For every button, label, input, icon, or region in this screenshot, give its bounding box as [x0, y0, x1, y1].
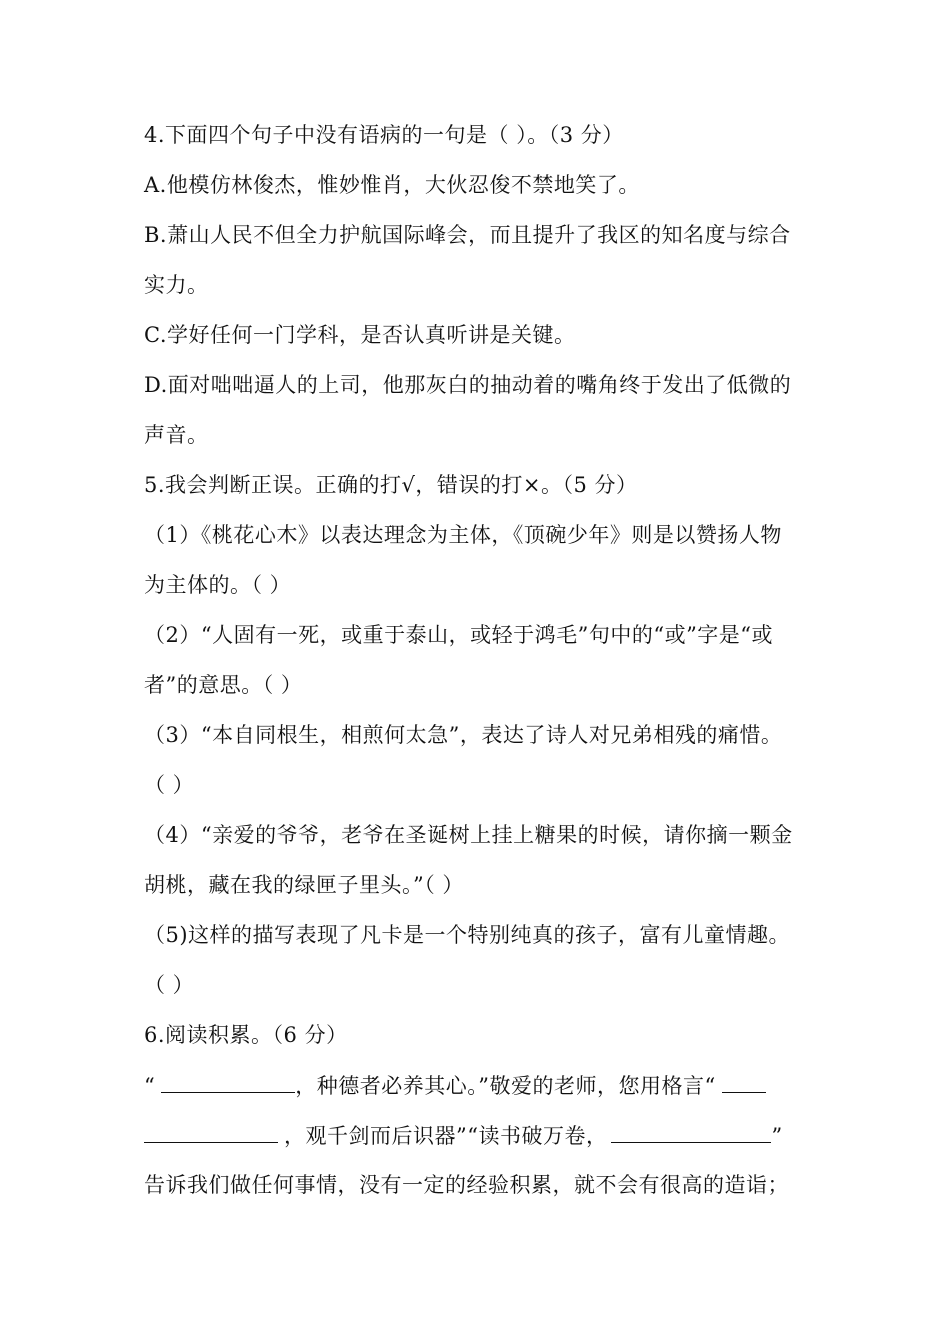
q5-stem: 5.我会判断正误。正确的打√，错误的打×。（5 分） — [144, 473, 638, 497]
q6-close-quote: ” — [771, 1124, 783, 1148]
q6-open-quote: “ — [144, 1074, 156, 1098]
q5-item4-line2: 胡桃，藏在我的绿匣子里头。”（ ） — [144, 873, 464, 897]
q5-item5-line2: （ ） — [144, 973, 195, 997]
q6-blank-3[interactable] — [611, 1120, 771, 1143]
q6-blank-1[interactable] — [161, 1070, 295, 1093]
q6-line1 — [144, 1070, 824, 1101]
q4-stem: 4.下面四个句子中没有语病的一句是（ ）。（3 分） — [144, 123, 624, 147]
q5-item1-line2: 为主体的。（ ） — [144, 573, 292, 597]
q4-option-c: C.学好任何一门学科，是否认真听讲是关键。 — [144, 323, 576, 347]
q4-option-a: A.他模仿林俊杰，惟妙惟肖，大伙忍俊不禁地笑了。 — [144, 173, 640, 197]
q5-item1-line1: （1）《桃花心木》以表达理念为主体，《顶碗少年》则是以赞扬人物 — [144, 523, 782, 547]
q4-option-b-line2: 实力。 — [144, 273, 209, 297]
q5-item2-line2: 者”的意思。（ ） — [144, 673, 303, 697]
q6-line1-text: ，种德者必养其心。”敬爱的老师，您用格言“ — [295, 1074, 716, 1098]
q5-item3-line1: （3）“本自同根生，相煎何太急”，表达了诗人对兄弟相残的痛惜。 — [144, 723, 783, 747]
q4-option-b-line1: B.萧山人民不但全力护航国际峰会，而且提升了我区的知名度与综合 — [144, 223, 791, 247]
q5-item2-line1: （2）“人固有一死，或重于泰山，或轻于鸿毛”句中的“或”字是“或 — [144, 623, 774, 647]
q6-blank-2a[interactable] — [722, 1070, 766, 1093]
q6-stem: 6.阅读积累。（6 分） — [144, 1023, 348, 1047]
q5-item4-line1: （4）“亲爱的爷爷，老爷在圣诞树上挂上糖果的时候，请你摘一颗金 — [144, 823, 793, 847]
q4-option-d-line1: D.面对咄咄逼人的上司，他那灰白的抽动着的嘴角终于发出了低微的 — [144, 373, 792, 397]
q6-line3: 告诉我们做任何事情，没有一定的经验积累，就不会有很高的造诣； — [144, 1173, 789, 1197]
q6-blank-2b[interactable] — [144, 1120, 278, 1143]
q5-item5-line1: （5)这样的描写表现了凡卡是一个特别纯真的孩子，富有儿童情趣。 — [144, 923, 791, 947]
q6-line2-text: ，观千剑而后识器”“读书破万卷， — [284, 1124, 608, 1148]
q4-option-d-line2: 声音。 — [144, 423, 209, 447]
q6-line2 — [144, 1120, 824, 1151]
q5-item3-line2: （ ） — [144, 773, 195, 797]
